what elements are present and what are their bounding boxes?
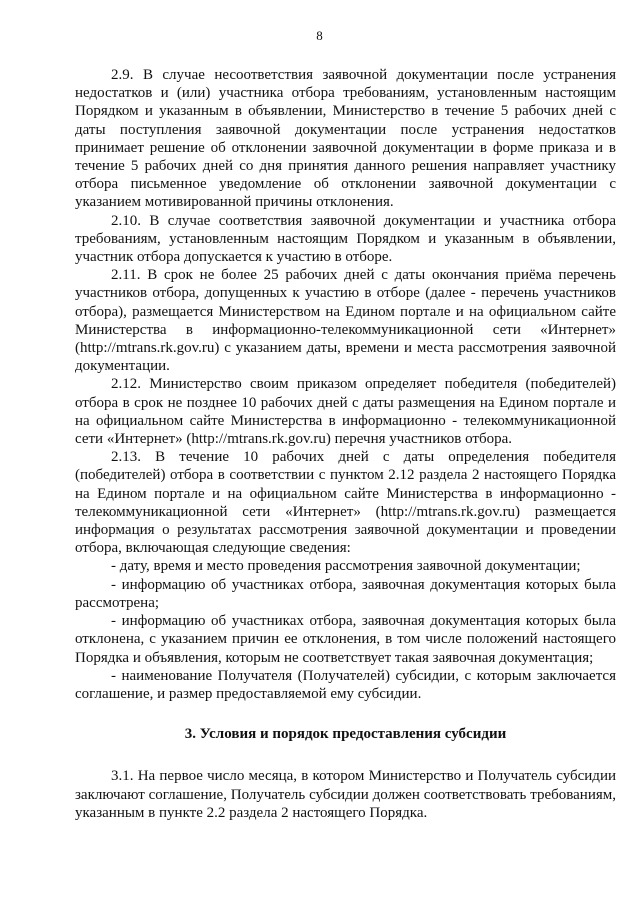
list-item-date-time-place: - дату, время и место проведения рассмотрения заявочной документации; bbox=[111, 558, 581, 575]
section-heading: 3. Условия и порядок предоставления субсидии bbox=[184, 726, 507, 743]
page-number: 8 bbox=[316, 28, 323, 43]
list-item-reviewed-participants: - информацию об участниках отбора, заявочная документация которых была рассмотрена; bbox=[75, 576, 616, 611]
paragraph-3-1: 3.1. На первое число месяца, в котором Министерство и Получатель субсидии заключают соглашение, Получатель субсидии должен соответствовать требованиям, указанным в пункте 2.2 раздела 2 настоящего Порядка. bbox=[75, 768, 616, 821]
paragraph-2-10: 2.10. В случае соответствия заявочной документации и участника отбора требованиям, установленным настоящим Порядком и указанным в объявлении, участник отбора допускается к участию в отборе. bbox=[75, 212, 616, 266]
document-body bbox=[75, 66, 616, 822]
paragraph-2-12: 2.12. Министерство своим приказом определяет победителя (победителей) отбора в срок не позднее 10 рабочих дней с даты размещения на Едином портале и на официальном сайте Министерства в информационно - телекоммуникационной сети «Интернет» (http://mtrans.rk.gov.ru) перечня участников отбора. bbox=[75, 376, 616, 448]
list-item-recipient-name: - наименование Получателя (Получателей) субсидии, с которым заключается соглашение, и размер предоставляемой ему субсидии. bbox=[75, 667, 616, 702]
list-item-rejected-participants: - информацию об участниках отбора, заявочная документация которых была отклонена, с указанием причин ее отклонения, в том числе положений настоящего Порядка и объявления, которым не соответствует такая заявочная документация; bbox=[75, 613, 616, 666]
paragraph-2-9: 2.9. В случае несоответствия заявочной документации после устранения недостатков и (или) участника отбора требованиям, установленным настоящим Порядком и указанным в объявлении, Министерство в течение 5 рабочих дней с даты поступления заявочной документации после устранения недостатков принимает решение об отклонении заявочной документации в форме приказа и в течение 5 рабочих дней со дня принятия данного решения направляет участнику отбора письменное уведомление об отклонении заявочной документации с указанием мотивированной причины отклонения. bbox=[75, 67, 616, 211]
paragraph-2-11: 2.11. В срок не более 25 рабочих дней с даты окончания приёма перечень участников отбора, допущенных к участию в отборе (далее - перечень участников отбора), размещается Министерством на Едином портале и на официальном сайте Министерства в информационно-телекоммуникационной сети «Интернет» (http://mtrans.rk.gov.ru) с указанием даты, времени и места рассмотрения заявочной документации. bbox=[75, 267, 616, 375]
paragraph-2-13: 2.13. В течение 10 рабочих дней с даты определения победителя (победителей) отбора в соответствии с пунктом 2.12 раздела 2 настоящего Порядка на Едином портале и на официальном сайте Министерства в информационно - телекоммуникационной сети «Интернет» (http://mtrans.rk.gov.ru) размещается информация о результатах рассмотрения заявочной документации и проведении отбора, включающая следующие сведения: bbox=[75, 449, 616, 557]
